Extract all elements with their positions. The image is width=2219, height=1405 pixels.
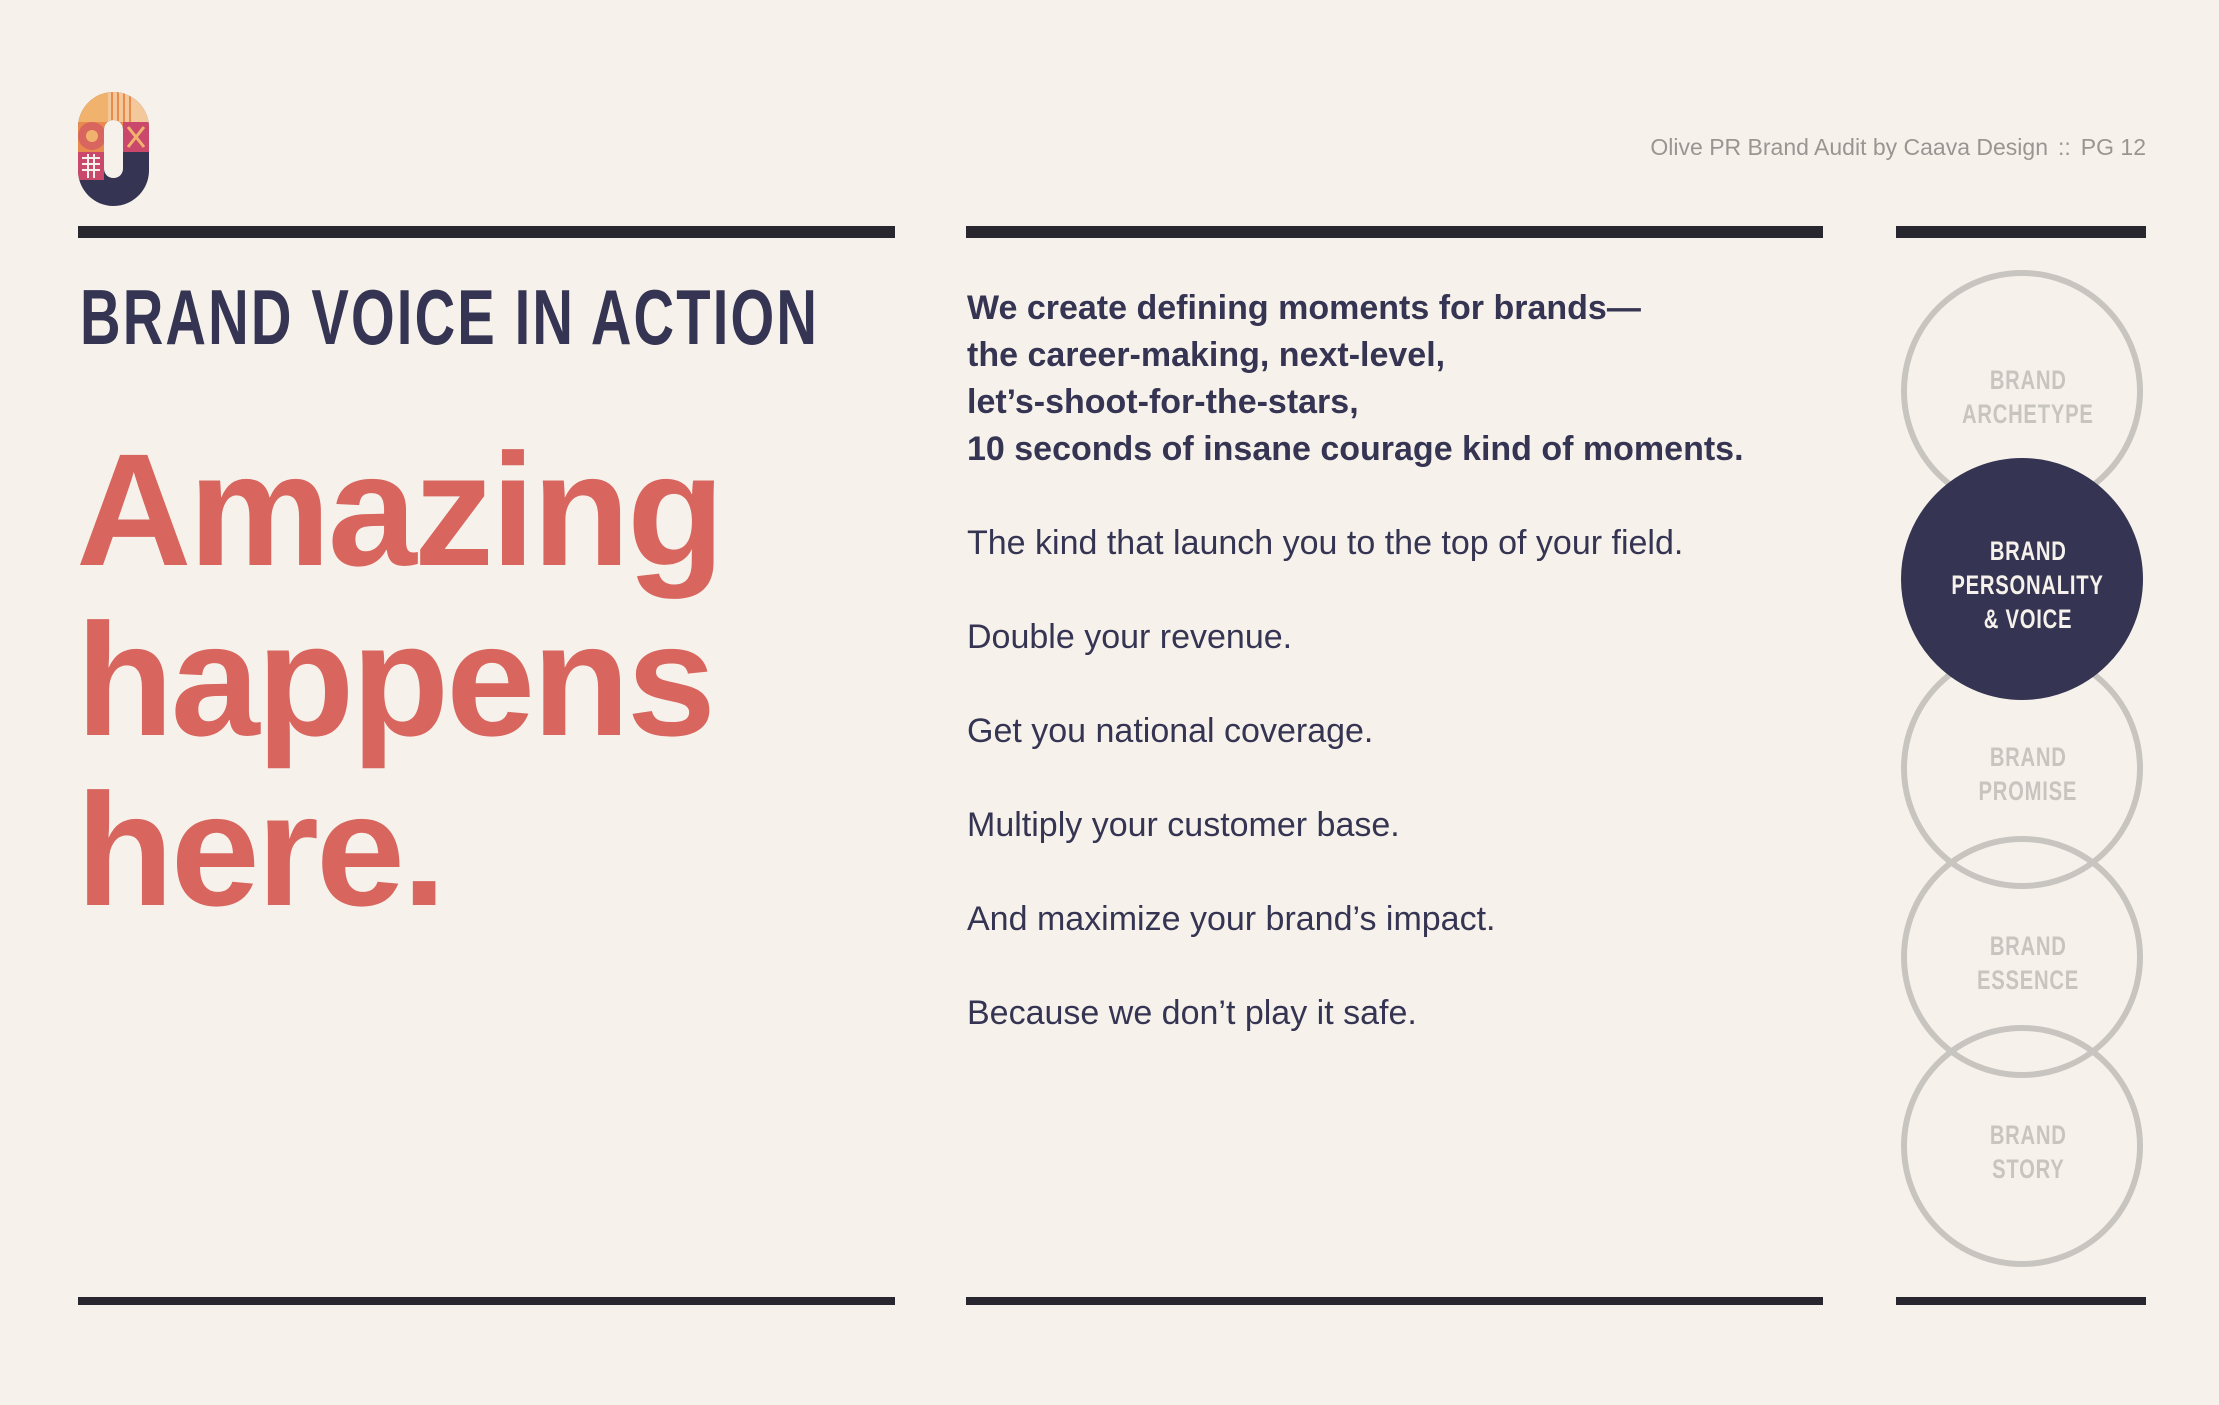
intro-line: the career-making, next-level,: [967, 336, 1446, 374]
headline-line-1: Amazing: [76, 420, 722, 599]
bottom-rule-middle: [966, 1297, 1823, 1305]
statement: And maximize your brand’s impact.: [967, 900, 1496, 938]
headline-line-2: happens: [76, 590, 713, 769]
nav-circle-brand-personality-voice[interactable]: [1901, 458, 2143, 700]
nav-label-line: PROMISE: [1978, 776, 2078, 806]
nav-label-line: ARCHETYPE: [1962, 399, 2094, 429]
nav-label-line: ESSENCE: [1976, 965, 2080, 995]
nav-label-line: PERSONALITY: [1951, 570, 2105, 600]
top-rule-middle: [966, 226, 1823, 238]
nav-label-line: BRAND: [1989, 365, 2067, 395]
headline-line-3: here.: [76, 760, 444, 939]
headline: [76, 420, 722, 939]
top-rule-left: [78, 226, 895, 238]
bottom-rule-left: [78, 1297, 895, 1305]
statement: Get you national coverage.: [967, 712, 1374, 750]
nav-label-line: BRAND: [1989, 742, 2067, 772]
body-copy: [967, 285, 1837, 1084]
page-number: PG 12: [2080, 134, 2146, 160]
header-separator: ::: [2058, 134, 2071, 160]
intro-line: let’s-shoot-for-the-stars,: [967, 383, 1359, 421]
nav-label-line: BRAND: [1989, 931, 2067, 961]
statement: Multiply your customer base.: [967, 806, 1400, 844]
statement: The kind that launch you to the top of your field.: [967, 524, 1684, 562]
intro-line: We create defining moments for brands—: [967, 289, 1641, 327]
top-rule-right: [1896, 226, 2146, 238]
statement: Double your revenue.: [967, 618, 1293, 656]
statement: Because we don’t play it safe.: [967, 994, 1417, 1032]
section-title: BRAND VOICE IN ACTION: [80, 273, 820, 361]
intro-paragraph: [967, 285, 1837, 473]
nav-label-line: BRAND: [1989, 536, 2067, 566]
document-title: Olive PR Brand Audit by Caava Design: [1650, 134, 2048, 160]
olive-logo-icon: [78, 92, 149, 206]
bottom-rule-right: [1896, 1297, 2146, 1305]
intro-line: 10 seconds of insane courage kind of moments.: [967, 430, 1744, 468]
nav-label-line: BRAND: [1989, 1120, 2067, 1150]
nav-label-line: STORY: [1991, 1154, 2065, 1184]
nav-label-line: & VOICE: [1983, 604, 2073, 634]
nav-circle-brand-story[interactable]: [1901, 1025, 2143, 1267]
page-header-meta: [1650, 134, 2146, 161]
